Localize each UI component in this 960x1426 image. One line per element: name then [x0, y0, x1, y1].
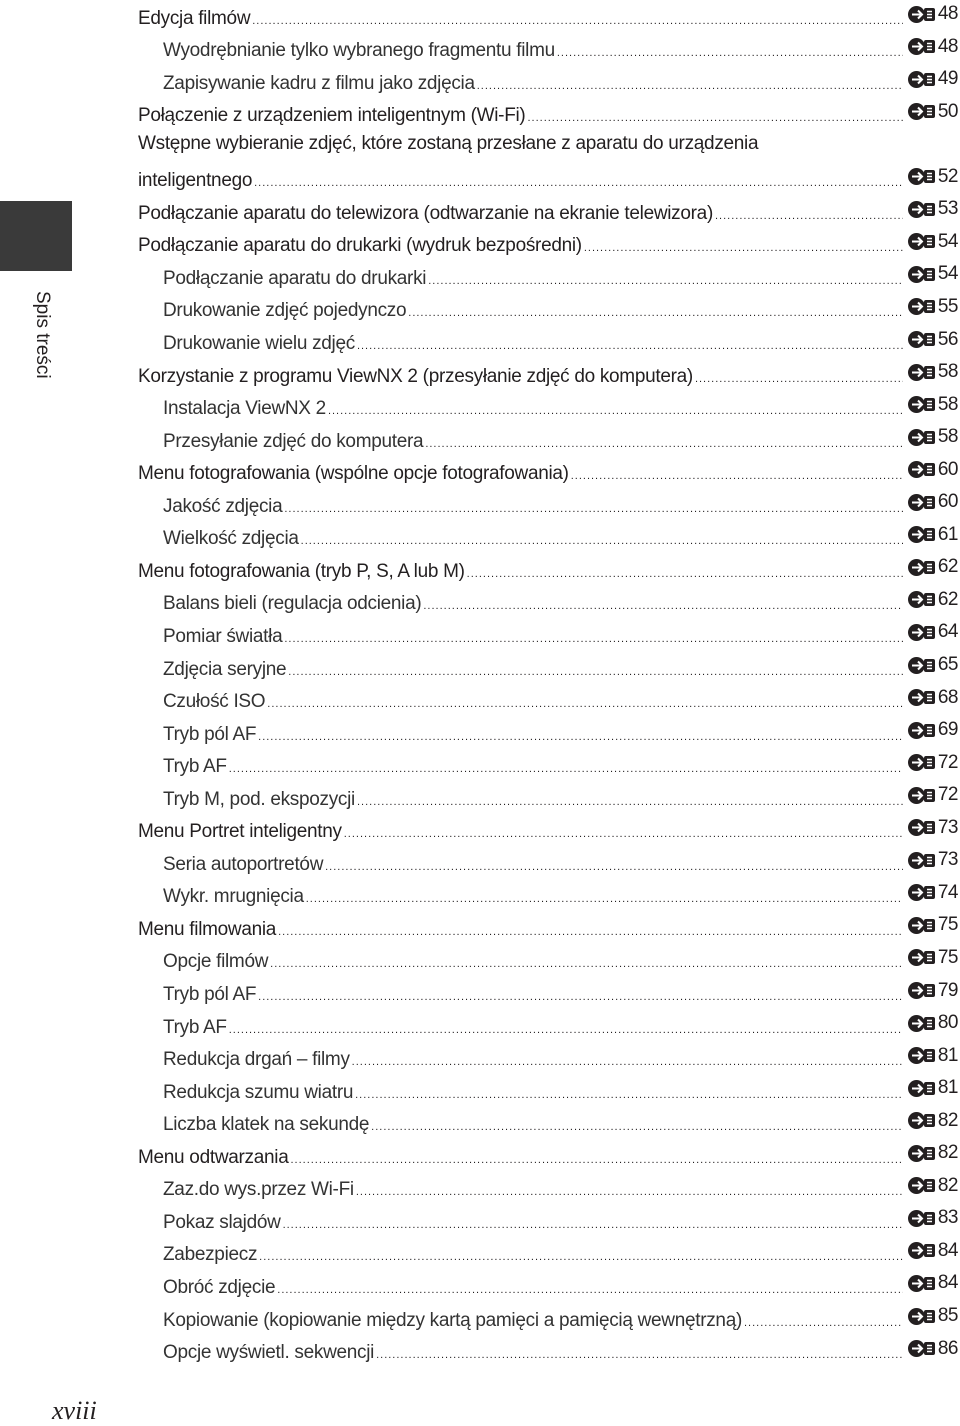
page-ref-number: 86 [937, 1337, 958, 1359]
toc-entry[interactable] [163, 1175, 958, 1203]
reference-section-icon [907, 1176, 937, 1195]
toc-entry[interactable] [138, 361, 958, 389]
page-ref-number: 75 [937, 914, 958, 936]
dot-leader [288, 666, 903, 678]
dot-leader [467, 568, 903, 580]
toc-entry-title: Pomiar światła [163, 625, 283, 647]
toc-entry-page [907, 296, 958, 318]
toc-entry-page [907, 459, 958, 481]
toc-entry-title: Menu Portret inteligentny [138, 821, 342, 843]
dot-leader [423, 600, 902, 612]
toc-entry-page [907, 1338, 958, 1360]
toc-entry-page [907, 784, 958, 806]
toc-entry-page [907, 980, 958, 1002]
toc-entry-page [907, 914, 958, 936]
reference-section-icon [907, 102, 937, 121]
toc-entry-title: Podłączanie aparatu do drukarki [163, 267, 427, 289]
reference-section-icon [907, 200, 937, 219]
reference-section-icon [907, 1339, 937, 1358]
dot-leader [254, 177, 903, 189]
toc-entry[interactable] [163, 1338, 958, 1366]
toc-entry[interactable] [163, 1272, 958, 1300]
reference-section-icon [907, 265, 937, 284]
toc-entry-title: Tryb pól AF [163, 723, 257, 745]
reference-section-icon [907, 1079, 937, 1098]
reference-section-icon [907, 688, 937, 707]
dot-leader [571, 470, 903, 482]
toc-entry[interactable] [163, 1045, 958, 1073]
reference-section-icon [907, 70, 937, 89]
reference-section-icon [907, 330, 937, 349]
dot-leader [283, 1219, 903, 1231]
page-ref-number: 75 [937, 946, 958, 968]
toc-entry[interactable] [138, 914, 958, 942]
reference-section-icon [907, 525, 937, 544]
toc-entry[interactable] [163, 36, 958, 64]
reference-section-icon [907, 1241, 937, 1260]
page-ref-number: 82 [937, 1174, 958, 1196]
toc-entry[interactable] [138, 817, 958, 845]
toc-entry-title: Opcje wyświetl. sekwencji [163, 1342, 375, 1364]
page-ref-number: 68 [937, 686, 958, 708]
toc-entry[interactable] [163, 589, 958, 617]
toc-entry-page [907, 68, 958, 90]
page-ref-number: 73 [937, 816, 958, 838]
toc-entry-page [907, 687, 958, 709]
page-ref-number: 65 [937, 654, 958, 675]
toc-entry-page [907, 1240, 958, 1262]
toc-entry[interactable] [163, 329, 958, 357]
toc-entry-page [907, 198, 958, 220]
toc-entry-title: Podłączanie aparatu do drukarki (wydruk bezpośredni) [138, 235, 582, 257]
dot-leader [715, 210, 903, 222]
dot-leader [328, 405, 903, 417]
section-side-label [31, 291, 59, 379]
reference-section-icon [907, 1144, 937, 1163]
dot-leader [425, 438, 903, 450]
toc-entry-page [907, 524, 958, 546]
page-ref-number: 79 [937, 979, 958, 1001]
toc-entry[interactable] [138, 556, 958, 584]
toc-entry-title: Menu filmowania [138, 918, 277, 940]
toc-entry[interactable] [163, 784, 958, 812]
reference-section-icon [907, 883, 937, 902]
reference-section-icon [907, 656, 937, 675]
dot-leader [301, 535, 903, 547]
page-ref-number: 50 [937, 100, 958, 122]
toc-entry[interactable] [138, 198, 958, 226]
page-ref-number: 72 [937, 751, 958, 773]
toc-entry[interactable] [138, 1142, 958, 1170]
page-ref-number: 60 [937, 491, 958, 513]
toc-entry[interactable] [138, 133, 958, 161]
page-ref-number: 84 [937, 1272, 958, 1294]
page-ref-number: 58 [937, 393, 958, 415]
toc-entry-page [907, 263, 958, 285]
toc-entry-page [907, 817, 958, 839]
toc-entry-title: Opcje filmów [163, 951, 269, 973]
toc-entry[interactable] [138, 231, 958, 259]
toc-entry-page [907, 1110, 958, 1132]
toc-entry[interactable] [163, 1077, 958, 1105]
toc-entry[interactable] [163, 1305, 958, 1333]
page-ref-number: 54 [937, 230, 958, 252]
reference-section-icon [907, 232, 937, 251]
dot-leader [325, 861, 903, 873]
toc-entry-title: Połączenie z urządzeniem inteligentnym (Wi-Fi) [138, 105, 526, 127]
dot-leader [267, 698, 903, 710]
toc-entry-page [907, 1272, 958, 1294]
reference-section-icon [907, 590, 937, 609]
toc-entry[interactable] [163, 752, 958, 780]
reference-section-icon [907, 916, 937, 935]
toc-entry-page [907, 849, 958, 871]
toc-entry-title: Instalacja ViewNX 2 [163, 398, 326, 420]
toc-entry[interactable] [163, 296, 958, 324]
dot-leader [277, 1284, 903, 1296]
toc-entry-title: Podłączanie aparatu do telewizora (odtwarzanie na ekranie telewizora) [138, 202, 713, 224]
toc-entry-title: Wstępne wybieranie zdjęć, które zostaną przesłane z aparatu do urządzenia [138, 133, 759, 155]
reference-section-icon [907, 1274, 937, 1293]
toc-entry-title: Zabezpiecz [163, 1244, 258, 1266]
toc-entry-title: Czułość ISO [163, 691, 266, 713]
dot-leader [258, 991, 903, 1003]
reference-section-icon [907, 623, 937, 642]
dot-leader [477, 80, 903, 92]
dot-leader [527, 112, 902, 124]
toc-entry[interactable] [138, 101, 958, 129]
toc-entry[interactable] [163, 719, 958, 747]
toc-entry-page [907, 329, 958, 351]
page-ref-number: 56 [937, 328, 958, 350]
toc-entry-title: Liczba klatek na sekundę [163, 1114, 370, 1136]
reference-section-icon [907, 37, 937, 56]
toc-entry[interactable] [163, 491, 958, 519]
page-ref-number: 80 [937, 1012, 958, 1034]
dot-leader [344, 828, 903, 840]
dot-leader [270, 958, 903, 970]
toc-entry-title: Wyodrębnianie tylko wybranego fragmentu filmu [163, 40, 555, 62]
reference-section-icon [907, 558, 937, 577]
toc-entry-title: Tryb AF [163, 756, 227, 778]
toc-entry-title: Wielkość zdjęcia [163, 528, 299, 550]
reference-section-icon [907, 1046, 937, 1065]
toc-entry-title: Redukcja drgań – filmy [163, 1049, 350, 1071]
toc-entry-title: Menu odtwarzania [138, 1146, 289, 1168]
toc-entry-page [907, 1305, 958, 1327]
page-ref-number: 85 [937, 1305, 958, 1326]
toc-entry-title: Wykr. mrugnięcia [163, 886, 304, 908]
dot-leader [352, 1056, 903, 1068]
toc-entry[interactable] [138, 166, 958, 194]
toc-entry[interactable] [163, 849, 958, 877]
reference-section-icon [907, 493, 937, 512]
toc-entry[interactable] [163, 882, 958, 910]
toc-entry-page [907, 556, 958, 578]
page-ref-number: 82 [937, 1109, 958, 1131]
toc-entry-page [907, 654, 958, 676]
page-ref-number: 61 [937, 523, 958, 545]
toc-entry[interactable] [163, 980, 958, 1008]
reference-section-icon [907, 363, 937, 382]
page-ref-number: 52 [937, 165, 958, 187]
side-label-text: Spis treści [32, 291, 53, 379]
reference-section-icon [907, 818, 937, 837]
toc-entry-title: Obróć zdjęcie [163, 1276, 276, 1298]
reference-section-icon [907, 981, 937, 1000]
page-ref-number: 73 [937, 849, 958, 871]
page-ref-number: 58 [937, 361, 958, 383]
page-number: xviii [52, 1396, 97, 1425]
page-ref-number: 84 [937, 1239, 958, 1261]
reference-section-icon [907, 851, 937, 870]
toc-entry-page [907, 1012, 958, 1034]
toc-entry[interactable] [163, 687, 958, 715]
dot-leader [744, 1317, 903, 1329]
toc-entry-page [907, 1207, 958, 1229]
reference-section-icon [907, 948, 937, 967]
toc-entry-page [907, 491, 958, 513]
page-ref-number: 62 [937, 588, 958, 610]
toc-entry-page [907, 166, 958, 188]
reference-section-icon [907, 167, 937, 186]
page-ref-number: 54 [937, 263, 958, 285]
toc-entry-page [907, 719, 958, 741]
reference-section-icon [907, 1014, 937, 1033]
toc-entry[interactable] [163, 68, 958, 96]
page-ref-number: 48 [937, 35, 958, 57]
toc-entry-page [907, 947, 958, 969]
toc-entry-page [907, 231, 958, 253]
toc-entry-title: Tryb AF [163, 1016, 227, 1038]
toc-entry-page [907, 3, 958, 25]
toc-entry-page [907, 394, 958, 416]
dot-leader [356, 1186, 903, 1198]
toc-entry-page [907, 101, 958, 123]
reference-section-icon [907, 395, 937, 414]
toc-entry-title: Przesyłanie zdjęć do komputera [163, 430, 424, 452]
dot-leader [278, 926, 903, 938]
dot-leader [252, 15, 903, 27]
page-ref-number: 55 [937, 295, 958, 317]
toc-entry[interactable] [163, 263, 958, 291]
toc-entry-title: Jakość zdjęcia [163, 495, 283, 517]
dot-leader [357, 340, 903, 352]
toc-entry-page [907, 426, 958, 448]
toc-entry[interactable] [163, 947, 958, 975]
section-tab-marker [0, 201, 72, 271]
page-ref-number: 83 [937, 1207, 958, 1229]
page-ref-number: 81 [937, 1077, 958, 1099]
page-ref-number: 49 [937, 68, 958, 90]
toc-entry-page [907, 1077, 958, 1099]
toc-entry-page [907, 882, 958, 904]
toc-entry[interactable] [163, 394, 958, 422]
toc-entry-title: Menu fotografowania (wspólne opcje fotografowania) [138, 463, 569, 485]
reference-section-icon [907, 753, 937, 772]
dot-leader [695, 373, 903, 385]
dot-leader [355, 1089, 903, 1101]
reference-section-icon [907, 297, 937, 316]
page-ref-number: 62 [937, 556, 958, 578]
dot-leader [259, 1251, 903, 1263]
toc-entry-page [907, 1175, 958, 1197]
toc-entry-title: Menu fotografowania (tryb P, S, A lub M) [138, 560, 465, 582]
toc-entry-title: Korzystanie z programu ViewNX 2 (przesyłanie zdjęć do komputera) [138, 365, 693, 387]
dot-leader [306, 893, 903, 905]
toc-entry[interactable] [163, 654, 958, 682]
toc-entry[interactable] [163, 1110, 958, 1138]
toc-entry[interactable] [163, 1240, 958, 1268]
dot-leader [357, 796, 903, 808]
page-ref-number: 81 [937, 1044, 958, 1066]
reference-section-icon [907, 1111, 937, 1130]
toc-entry[interactable] [163, 621, 958, 649]
toc-entry-title: Tryb pól AF [163, 984, 257, 1005]
toc-entry-page [907, 361, 958, 383]
toc-entry-page [907, 36, 958, 58]
dot-leader [557, 47, 903, 59]
toc-entry-title: Redukcja szumu wiatru [163, 1081, 354, 1103]
toc-entry-page [907, 1045, 958, 1067]
page-ref-number: 69 [937, 719, 958, 741]
dot-leader [428, 275, 903, 287]
toc-entry-title: Drukowanie zdjęć pojedynczo [163, 300, 407, 322]
toc-entry-title: Drukowanie wielu zdjęć [163, 333, 355, 354]
page-ref-number: 58 [937, 426, 958, 448]
toc-entry-title: Balans bieli (regulacja odcienia) [163, 593, 422, 615]
toc-entry[interactable] [138, 459, 958, 487]
reference-section-icon [907, 721, 937, 740]
dot-leader [371, 1121, 903, 1133]
dot-leader [584, 242, 903, 254]
toc-entry-title: Seria autoportretów [163, 853, 324, 875]
reference-section-icon [907, 5, 937, 24]
page-ref-number: 72 [937, 784, 958, 806]
toc-entry-title: Tryb M, pod. ekspozycji [163, 788, 355, 810]
toc-entry[interactable] [163, 524, 958, 552]
toc-entry[interactable] [138, 3, 958, 31]
toc-entry-title: Zaz.do wys.przez Wi-Fi [163, 1179, 354, 1201]
dot-leader [284, 633, 903, 645]
reference-section-icon [907, 460, 937, 479]
reference-section-icon [907, 1209, 937, 1228]
toc-entry-title: Pokaz slajdów [163, 1211, 281, 1233]
toc-entry-title: Zapisywanie kadru z filmu jako zdjęcia [163, 72, 475, 94]
toc-entry-title: inteligentnego [138, 170, 253, 192]
toc-entry-title: Edycja filmów [138, 7, 251, 29]
dot-leader [229, 1024, 903, 1036]
toc-entry[interactable] [163, 1012, 958, 1040]
page-ref-number: 48 [937, 3, 958, 24]
reference-section-icon [907, 428, 937, 447]
dot-leader [408, 307, 903, 319]
toc-entry[interactable] [163, 1207, 958, 1235]
toc-entry-page [907, 621, 958, 643]
page-ref-number: 74 [937, 881, 958, 903]
toc-entry-title: Kopiowanie (kopiowanie między kartą pamięci a pamięcią wewnętrzną) [163, 1309, 742, 1331]
page-ref-number: 82 [937, 1142, 958, 1164]
toc-entry-title: Zdjęcia seryjne [163, 658, 287, 680]
dot-leader [290, 1154, 902, 1166]
page-ref-number: 64 [937, 621, 958, 643]
toc-entry-page [907, 589, 958, 611]
dot-leader [229, 763, 903, 775]
page-ref-number: 53 [937, 198, 958, 220]
dot-leader [284, 503, 903, 515]
toc-entry-page [907, 752, 958, 774]
toc-entry-page [907, 1142, 958, 1164]
dot-leader [376, 1349, 903, 1361]
dot-leader [258, 731, 903, 743]
reference-section-icon [907, 786, 937, 805]
reference-section-icon [907, 1307, 937, 1326]
page-ref-number: 60 [937, 458, 958, 480]
toc-entry[interactable] [163, 426, 958, 454]
